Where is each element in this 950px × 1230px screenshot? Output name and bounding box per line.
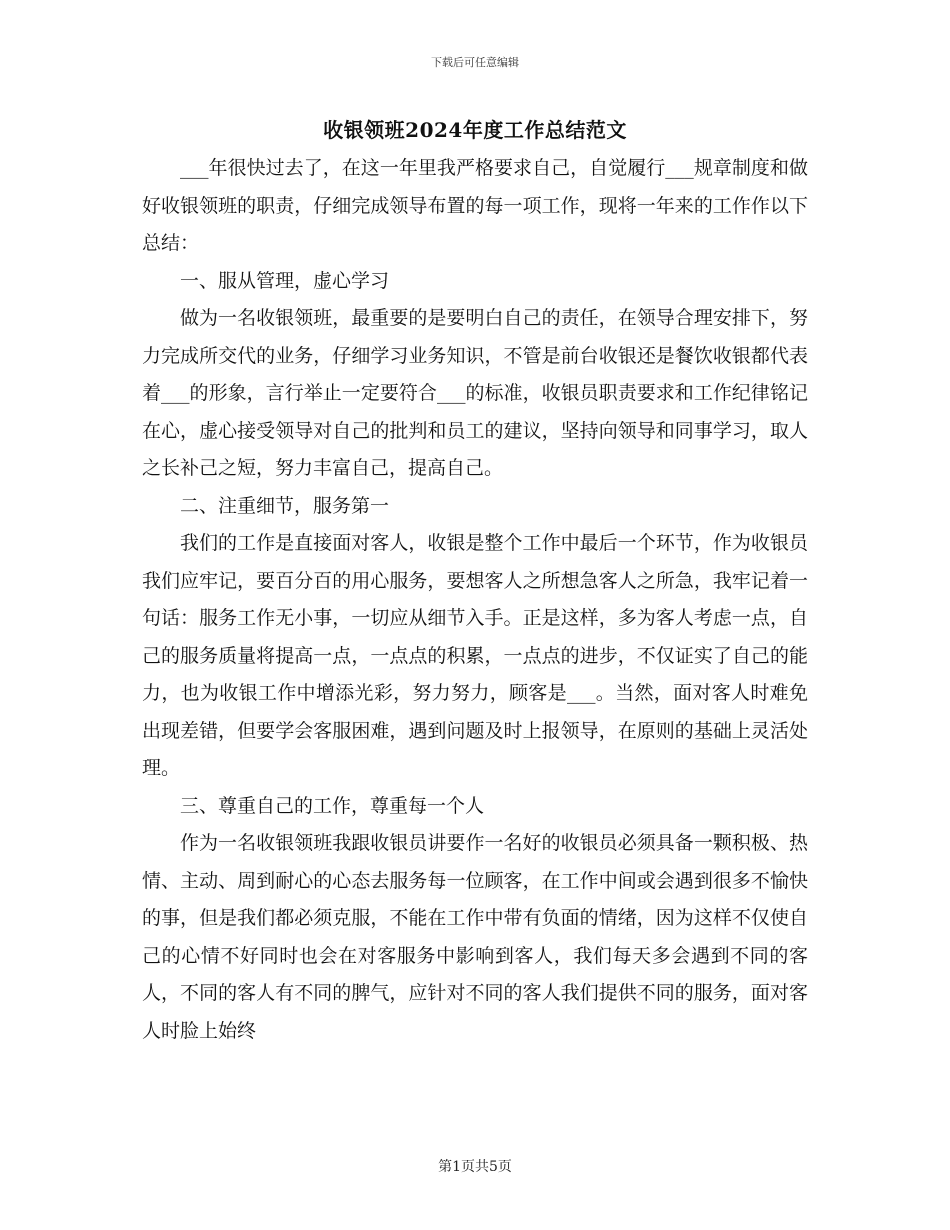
document-title: 收银领班2024年度工作总结范文 [323, 118, 627, 142]
section-heading-3: 三、尊重自己的工作，尊重每一个人 [180, 794, 485, 817]
document-body [142, 150, 808, 1050]
section-body-3: 作为一名收银领班我跟收银员讲要作一名好的收银员必须具备一颗积极、热情、主动、周到耐心的心态去服务每一位顾客，在工作中间或会遇到很多不愉快的事，但是我们都必须克服，不能在工作中带有负面的情绪，因为这样不仅使自己的心情不好同时也会在对客服务中影响到客人，我们每天多会遇到不同的客人，不同的客人有不同的脾气，应针对不同的客人我们提供不同的服务，面对客人时脸上始终 [142, 832, 808, 1042]
page-header-note: 下载后可任意编辑 [431, 56, 519, 69]
section-body-2: 我们的工作是直接面对客人，收银是整个工作中最后一个环节，作为收银员我们应牢记，要百分百的用心服务，要想客人之所想急客人之所急，我牢记着一句话：服务工作无小事，一切应从细节入手。正是这样，多为客人考虑一点，自己的服务质量将提高一点，一点点的积累，一点点的进步，不仅证实了自己的能力，也为收银工作中增添光彩，努力努力，顾客是___。当然，面对客人时难免出现差错，但要学会客服困难，遇到问题及时上报领导，在原则的基础上灵活处理。 [142, 532, 808, 779]
section-heading-2: 二、注重细节，服务第一 [180, 494, 390, 517]
section-body-1: 做为一名收银领班，最重要的是要明白自己的责任，在领导合理安排下，努力完成所交代的业务，仔细学习业务知识，不管是前台收银还是餐饮收银都代表着___的形象，言行举止一定要符合___的标准，收银员职责要求和工作纪律铭记在心，虚心接受领导对自己的批判和员工的建议，坚持向领导和同事学习，取人之长补己之短，努力丰富自己，提高自己。 [142, 307, 808, 479]
section-heading-1: 一、服从管理，虚心学习 [180, 269, 390, 292]
page-number: 第1页共5页 [438, 1159, 512, 1175]
intro-paragraph: ___年很快过去了，在这一年里我严格要求自己，自觉履行___规章制度和做好收银领班的职责，仔细完成领导布置的每一项工作，现将一年来的工作作以下总结： [142, 157, 808, 254]
